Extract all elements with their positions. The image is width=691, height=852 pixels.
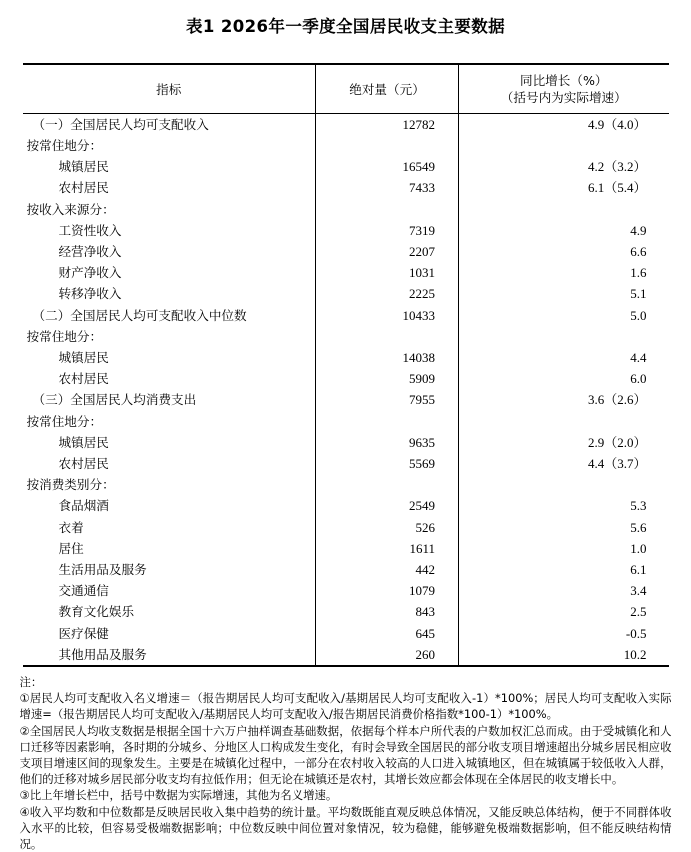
row-absolute-value: 5909 — [316, 368, 459, 389]
table-header-row — [23, 64, 669, 113]
table-row — [23, 135, 669, 156]
row-absolute-value: 12782 — [316, 113, 459, 135]
row-label: 财产净收入 — [58, 265, 122, 281]
row-label: 农村居民 — [58, 371, 109, 387]
row-growth-value: 5.1 — [459, 283, 669, 304]
row-label: 按常住地分： — [26, 413, 103, 429]
row-growth-value: 6.1 — [459, 559, 669, 580]
table-row — [23, 347, 669, 368]
row-absolute-value: 2549 — [316, 495, 459, 516]
row-growth-value: 5.3 — [459, 495, 669, 516]
table-row — [23, 559, 669, 580]
page-title: 表1 2026年一季度全国居民收支主要数据 — [185, 17, 506, 36]
row-growth-value: 6.0 — [459, 368, 669, 389]
row-label: 教育文化娱乐 — [58, 604, 135, 620]
row-absolute-value — [316, 135, 459, 156]
row-label: 其他用品及服务 — [23, 644, 316, 666]
row-label: 按常住地分： — [26, 137, 103, 153]
table-row — [23, 262, 669, 283]
column-header-growth-line2: （括号内为实际增速） — [500, 90, 627, 106]
table-header — [23, 64, 669, 113]
row-growth-value: -0.5 — [459, 623, 669, 644]
table-row — [23, 177, 669, 198]
row-label: 经营净收入 — [58, 243, 122, 259]
table-row — [23, 601, 669, 622]
row-label: 城镇居民 — [58, 159, 109, 175]
row-growth-value — [459, 474, 669, 495]
column-header-absolute: 绝对量（元） — [316, 64, 459, 113]
row-growth-value: 1.6 — [459, 262, 669, 283]
row-absolute-value: 1611 — [316, 538, 459, 559]
row-absolute-value: 645 — [316, 623, 459, 644]
row-growth-value: 4.9（4.0） — [459, 113, 669, 135]
row-growth-value: 4.9 — [459, 220, 669, 241]
row-growth-value: 4.4（3.7） — [459, 453, 669, 474]
table-row — [23, 644, 669, 666]
note-item: ①居民人均可支配收入名义增速＝（报告期居民人均可支配收入/基期居民人均可支配收入-1）*100%；居民人均可支配收入实际增速=（报告期居民人均可支配收入/基期居民人均可支配收入/报告期居民消费价格指数*100-1）*100%。 — [19, 691, 672, 722]
note-item: ④收入平均数和中位数都是反映居民收入集中趋势的统计量。平均数既能直观反映总体情况，又能反映总体结构，便于不同群体收入水平的比较，但容易受极端数据影响；中位数反映中间位置对象情况，较为稳健，能够避免极端数据影响，但不能反映结构情况。 — [19, 804, 672, 851]
row-absolute-value — [316, 199, 459, 220]
row-absolute-value — [316, 411, 459, 432]
row-absolute-value: 2225 — [316, 283, 459, 304]
row-growth-value: 3.4 — [459, 580, 669, 601]
row-label: 衣着 — [58, 519, 84, 535]
table-row — [23, 517, 669, 538]
row-label: 交通通信 — [58, 583, 109, 599]
table-row — [23, 432, 669, 453]
row-growth-value: 2.9（2.0） — [459, 432, 669, 453]
row-growth-value: 5.6 — [459, 517, 669, 538]
row-growth-value — [459, 135, 669, 156]
row-growth-value: 2.5 — [459, 601, 669, 622]
note-item: ②全国居民人均收支数据是根据全国十六万户抽样调查基础数据，依据每个样本户所代表的户数加权汇总而成。由于受城镇化和人口迁移等因素影响，各时期的分城乡、分地区人口构成发生变化，有时会导致全国居民的部分收支项目增速超出分城乡居民相应收支项目增速区间的现象发生。主要是在城镇化过程中，一部分在农村收入较高的人口进入城镇地区，但在城镇属于较低收入人群，他们的迁移对城乡居民部分收支均有拉低作用；但无论在城镇还是农村，其增长效应都会体现在全体居民的收支增长中。 — [19, 723, 672, 787]
row-growth-value: 6.6 — [459, 241, 669, 262]
row-label: （二）全国居民人均可支配收入中位数 — [32, 307, 247, 323]
note-item: ③比上年增长栏中，括号中数据为实际增速，其他为名义增速。 — [19, 788, 338, 803]
row-label: 生活用品及服务 — [58, 562, 147, 578]
row-label: 农村居民 — [58, 456, 109, 471]
row-absolute-value: 14038 — [316, 347, 459, 368]
table-row — [23, 156, 669, 177]
table-row — [23, 453, 669, 474]
table-body — [23, 113, 669, 666]
row-absolute-value: 1079 — [316, 580, 459, 601]
table-row — [23, 623, 669, 644]
row-absolute-value: 526 — [316, 517, 459, 538]
row-absolute-value: 442 — [316, 559, 459, 580]
column-header-growth — [459, 64, 669, 113]
row-growth-value — [459, 199, 669, 220]
table-row — [23, 113, 669, 135]
column-header-indicator: 指标 — [23, 64, 316, 113]
row-absolute-value: 9635 — [316, 432, 459, 453]
row-label: 农村居民 — [58, 180, 109, 196]
row-absolute-value: 7433 — [316, 177, 459, 198]
row-label: 城镇居民 — [58, 434, 109, 450]
row-growth-value: 5.0 — [459, 305, 669, 326]
table-row — [23, 199, 669, 220]
table-row — [23, 326, 669, 347]
row-growth-value: 1.0 — [459, 538, 669, 559]
table-row — [23, 241, 669, 262]
row-label: 城镇居民 — [58, 349, 109, 365]
notes-list — [20, 690, 672, 852]
row-label: 按消费类别分： — [26, 477, 115, 493]
row-growth-value: 6.1（5.4） — [459, 177, 669, 198]
table-row — [23, 305, 669, 326]
table-row — [23, 474, 669, 495]
row-label: 居住 — [58, 540, 84, 556]
row-label: 按收入来源分： — [26, 201, 115, 217]
row-label: 工资性收入 — [58, 222, 122, 238]
row-absolute-value: 260 — [316, 644, 459, 666]
row-absolute-value: 7955 — [316, 389, 459, 410]
row-absolute-value: 1031 — [316, 262, 459, 283]
row-growth-value: 4.4 — [459, 347, 669, 368]
row-absolute-value — [316, 474, 459, 495]
table-row — [23, 389, 669, 410]
table-row — [23, 411, 669, 432]
row-absolute-value: 843 — [316, 601, 459, 622]
row-growth-value: 4.2（3.2） — [459, 156, 669, 177]
row-absolute-value: 10433 — [316, 305, 459, 326]
table-row — [23, 368, 669, 389]
statistics-table — [23, 63, 669, 667]
row-absolute-value: 16549 — [316, 156, 459, 177]
row-label: （一）全国居民人均可支配收入 — [32, 116, 209, 132]
row-growth-value — [459, 411, 669, 432]
row-absolute-value: 2207 — [316, 241, 459, 262]
table-row — [23, 538, 669, 559]
column-header-growth-line1: 同比增长（%） — [519, 73, 608, 88]
statistics-table-container — [23, 37, 669, 667]
row-label: 医疗保健 — [58, 625, 109, 641]
table-row — [23, 580, 669, 601]
row-growth-value: 10.2 — [459, 644, 669, 666]
row-growth-value — [459, 326, 669, 347]
row-absolute-value — [316, 326, 459, 347]
row-absolute-value: 5569 — [316, 453, 459, 474]
row-label: 按常住地分： — [26, 328, 103, 344]
table-row — [23, 283, 669, 304]
notes-section — [20, 667, 672, 852]
row-label: 食品烟酒 — [58, 498, 109, 514]
row-label: 转移净收入 — [58, 286, 122, 302]
table-row — [23, 220, 669, 241]
table-row — [23, 495, 669, 516]
row-absolute-value: 7319 — [316, 220, 459, 241]
row-label: （三）全国居民人均消费支出 — [32, 392, 197, 408]
row-growth-value: 3.6（2.6） — [459, 389, 669, 410]
notes-heading: 注： — [19, 675, 43, 690]
